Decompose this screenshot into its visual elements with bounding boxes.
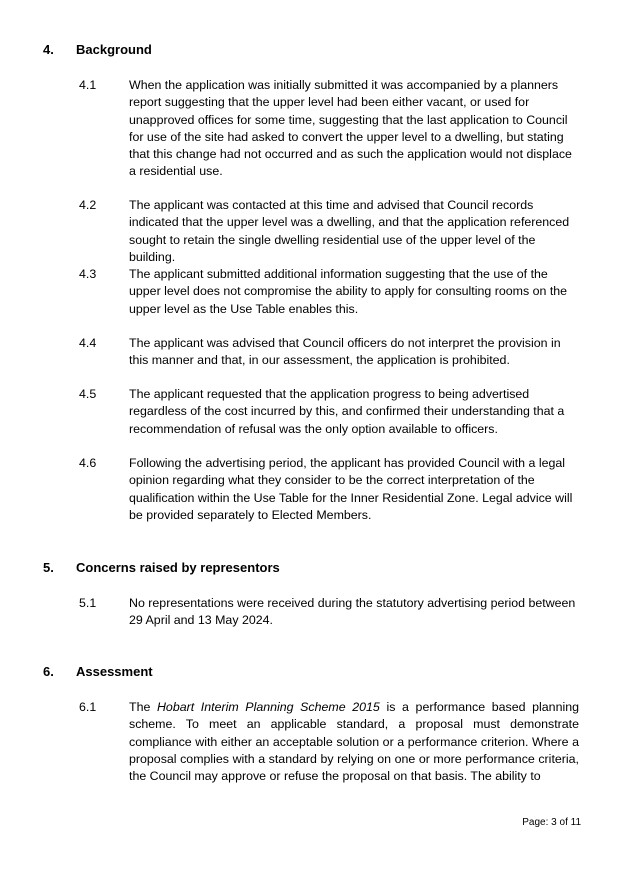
section-heading bbox=[43, 663, 153, 680]
paragraph-text: The applicant requested that the application progress to being advertised regardless of the cost incurred by this, and confirmed their understanding that a recommendation of refusal was the only option available to officers. bbox=[129, 387, 565, 436]
section-title: Assessment bbox=[76, 664, 153, 679]
paragraph-number: 4.2 bbox=[79, 198, 97, 212]
paragraph bbox=[79, 335, 579, 370]
paragraph-text-rest: is a performance based planning scheme. To meet an applicable standard, a proposal must demonstrate compliance with either an acceptable solution or a performance criterion. Where a proposal complies with a standard by relying on one or more performance criteria, the Council may approve or refuse the proposal on that basis. The ability to bbox=[129, 700, 579, 784]
paragraph-text: When the application was initially submitted it was accompanied by a planners report suggesting that the upper level had been either vacant, or used for unapproved offices for some time, suggesting that the last application to Council for use of the site had asked to convert the upper level to a dwelling, but stating that this change had not occurred and as such the application would not displace a residential use. bbox=[129, 78, 572, 179]
paragraph bbox=[79, 197, 579, 266]
section-title: Concerns raised by representors bbox=[76, 560, 280, 575]
paragraph-number: 4.5 bbox=[79, 387, 97, 401]
section-title: Background bbox=[76, 42, 152, 57]
paragraph-text: The applicant submitted additional information suggesting that the use of the upper level does not compromise the ability to apply for consulting rooms on the upper level as the Use Table enables this. bbox=[129, 267, 568, 316]
paragraph bbox=[79, 455, 579, 524]
paragraph-number: 4.4 bbox=[79, 336, 97, 350]
page-number: Page: 3 of 11 bbox=[522, 817, 581, 828]
paragraph-text: Following the advertising period, the applicant has provided Council with a legal opinion regarding what they consider to be the correct interpretation of the qualification within the Use Table for the Inner Residential Zone. Legal advice will be provided separately to Elected Members. bbox=[129, 456, 573, 522]
paragraph-number: 4.6 bbox=[79, 456, 97, 470]
paragraph bbox=[79, 77, 579, 181]
paragraph-text: The applicant was advised that Council officers do not interpret the provision in this manner and that, in our assessment, the application is prohibited. bbox=[129, 336, 561, 368]
section-number: 6. bbox=[43, 664, 54, 679]
paragraph-text: No representations were received during the statutory advertising period between 29 April and 13 May 2024. bbox=[129, 596, 576, 628]
paragraph bbox=[79, 266, 579, 318]
section-heading bbox=[43, 559, 280, 576]
section-heading bbox=[43, 41, 152, 58]
paragraph-text-start: The bbox=[129, 700, 157, 714]
paragraph-text: The applicant was contacted at this time and advised that Council records indicated that the upper level was a dwelling, and that the application referenced sought to retain the single dwelling residential use of the upper level of the building. bbox=[129, 198, 570, 264]
section-number: 5. bbox=[43, 560, 54, 575]
paragraph bbox=[79, 699, 579, 785]
paragraph-number: 6.1 bbox=[79, 700, 97, 714]
paragraph-number: 5.1 bbox=[79, 596, 97, 610]
paragraph-text bbox=[129, 699, 579, 785]
paragraph bbox=[79, 595, 579, 630]
paragraph-number: 4.3 bbox=[79, 267, 97, 281]
paragraph bbox=[79, 386, 579, 438]
section-number: 4. bbox=[43, 42, 54, 57]
paragraph-number: 4.1 bbox=[79, 78, 97, 92]
scheme-title: Hobart Interim Planning Scheme 2015 bbox=[156, 700, 380, 714]
